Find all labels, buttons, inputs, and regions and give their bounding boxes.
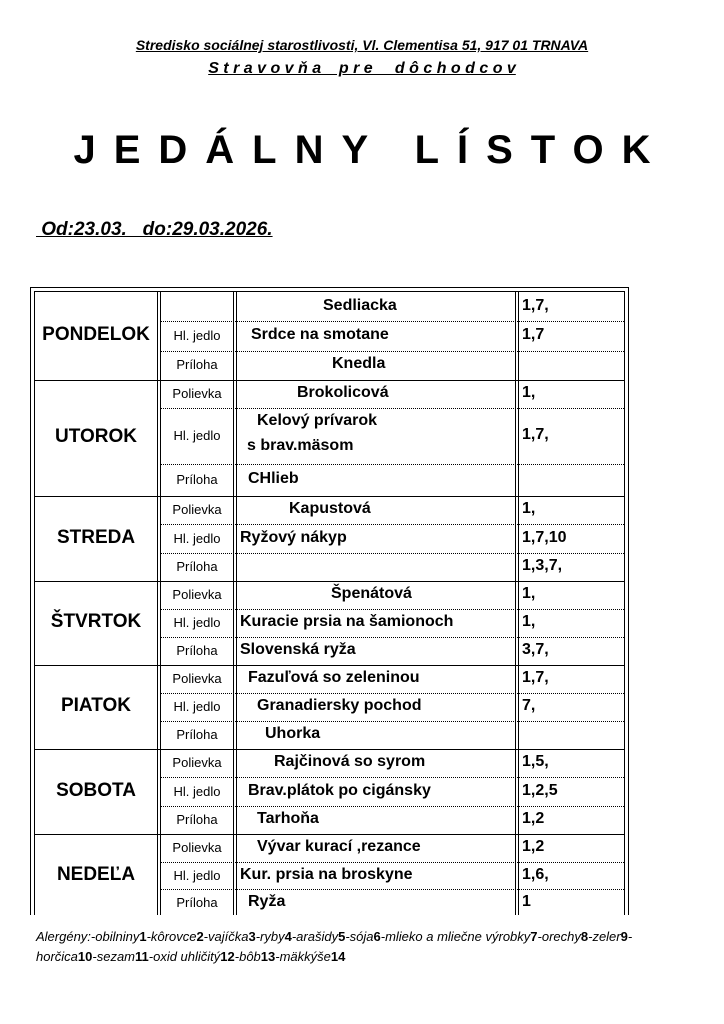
allergens-legend	[36, 927, 666, 967]
day-name: SOBOTA	[56, 779, 136, 801]
allergen-codes: 1,7,	[522, 669, 549, 686]
dish-name: Kuracie prsia na šamionoch	[240, 613, 454, 630]
row-label: Hl. jedlo	[173, 530, 221, 546]
allergen-name: -orechy	[537, 929, 581, 944]
allergen-number: 10	[77, 949, 93, 964]
row-label: Príloha	[176, 472, 218, 487]
allergen-codes: 3,7,	[522, 641, 549, 658]
allergen-number: 5	[338, 929, 346, 944]
allergen-name: -vajíčka	[203, 929, 249, 944]
day-name: UTOROK	[55, 426, 137, 447]
allergen-codes: 1,	[522, 585, 536, 602]
dish-name: Kur. prsia na broskyne	[240, 865, 413, 883]
row-divider	[161, 806, 624, 807]
day-divider	[35, 581, 624, 582]
allergen-codes: 1,7	[522, 326, 545, 343]
allergen-codes: 1,	[522, 613, 536, 630]
row-label: Polievka	[172, 502, 222, 518]
allergen-name: -bôb	[234, 949, 261, 964]
row-divider	[161, 408, 624, 409]
allergen-name: -oxid uhličitý	[148, 949, 221, 964]
dish-name-line2: s brav.mäsom	[247, 437, 354, 454]
day-name: NEDEĽA	[56, 863, 136, 885]
institution-header: Stredisko sociálnej starostlivosti, Vl. Clementisa 51, 917 01 TRNAVA	[135, 37, 589, 53]
dish-name: Vývar kurací ,rezance	[257, 837, 421, 855]
allergen-name: -kôrovce	[146, 929, 197, 944]
allergen-name: Alergény:-obilniny	[36, 929, 140, 944]
dish-name: Ryžový nákyp	[240, 528, 347, 546]
row-label: Hl. jedlo	[173, 699, 221, 714]
allergen-name: -mlieko a mliečne výrobky	[380, 929, 531, 944]
dish-name: Fazuľová so zeleninou	[248, 669, 420, 686]
allergen-name: -mäkkýše	[275, 949, 331, 964]
allergen-codes: 1,2	[522, 809, 545, 827]
dish-name: Slovenská ryža	[240, 641, 356, 658]
row-divider	[161, 351, 624, 352]
menu-table	[30, 287, 629, 915]
row-label: Príloha	[176, 727, 218, 742]
allergen-name: -sezam	[92, 949, 136, 964]
allergen-name: -ryby	[255, 929, 285, 944]
day-name: PIATOK	[60, 695, 132, 716]
allergen-number: 1	[139, 929, 147, 944]
allergen-codes: 1,6,	[522, 865, 549, 883]
dish-name: Kapustová	[289, 500, 371, 518]
page-title: JEDÁLNY LÍSTOK	[73, 128, 669, 172]
dish-name: Rajčinová so syrom	[274, 753, 426, 771]
dish-name: Uhorka	[265, 725, 321, 742]
allergen-name: -zeler	[588, 929, 621, 944]
row-label: Hl. jedlo	[173, 328, 221, 343]
allergen-name: -horčica	[36, 929, 633, 964]
row-label: Hl. jedlo	[173, 867, 221, 883]
dish-name: Sedliacka	[323, 296, 397, 314]
row-label: Príloha	[176, 643, 218, 658]
day-divider	[35, 496, 624, 497]
row-label: Hl. jedlo	[173, 615, 221, 630]
row-divider	[161, 524, 624, 525]
allergen-number: 7	[530, 929, 538, 944]
dish-name: Ryža	[248, 893, 286, 911]
row-label: Príloha	[176, 895, 218, 911]
day-name: ŠTVRTOK	[50, 611, 142, 632]
row-divider	[161, 693, 624, 694]
day-divider	[35, 380, 624, 381]
row-label: Polievka	[172, 671, 222, 686]
row-label: Príloha	[176, 811, 218, 827]
allergen-codes: 1,7,	[522, 296, 549, 314]
row-divider	[161, 862, 624, 863]
allergen-number: 3	[248, 929, 256, 944]
row-divider	[161, 721, 624, 722]
dish-name: Brav.plátok po cigánsky	[248, 781, 431, 799]
column-divider	[515, 292, 519, 915]
allergen-number: 13	[260, 949, 276, 964]
allergen-codes: 7,	[522, 697, 536, 714]
row-divider	[161, 321, 624, 322]
row-label: Príloha	[176, 558, 218, 574]
allergen-number: 4	[284, 929, 292, 944]
allergen-codes: 1,	[522, 500, 536, 518]
dish-name: Kelový prívarok	[257, 412, 378, 429]
day-divider	[35, 749, 624, 750]
row-divider	[161, 609, 624, 610]
dish-name: Knedla	[332, 355, 386, 373]
row-label: Polievka	[172, 755, 222, 771]
row-divider	[161, 553, 624, 554]
dish-name: Brokolicová	[297, 384, 389, 401]
dish-name: Špenátová	[331, 585, 412, 602]
day-name: STREDA	[56, 526, 136, 548]
day-name: PONDELOK	[42, 324, 150, 345]
row-label: Príloha	[176, 357, 218, 373]
row-divider	[161, 464, 624, 465]
allergen-number: 6	[373, 929, 381, 944]
row-label: Polievka	[172, 587, 222, 602]
dish-name: Granadiersky pochod	[257, 697, 422, 714]
row-divider	[161, 637, 624, 638]
allergen-codes: 1,2,5	[522, 781, 558, 799]
row-divider	[161, 889, 624, 890]
date-range: Od:23.03. do:29.03.2026.	[36, 219, 273, 240]
allergen-codes: 1,5,	[522, 753, 549, 771]
allergen-number: 12	[220, 949, 235, 964]
day-divider	[35, 834, 624, 835]
dish-name: CHlieb	[248, 470, 299, 487]
row-label: Polievka	[172, 839, 222, 855]
allergen-number: 14	[330, 949, 346, 964]
dish-name: Tarhoňa	[257, 809, 319, 827]
allergen-codes: 1,2	[522, 837, 545, 855]
allergen-codes: 1	[522, 893, 531, 911]
allergen-number: 8	[580, 929, 589, 944]
menu-table-inner	[34, 291, 625, 915]
allergen-name: -arašidy	[291, 929, 339, 944]
allergen-number: 11	[135, 949, 149, 964]
row-label: Polievka	[172, 386, 222, 401]
allergen-codes: 1,3,7,	[522, 556, 563, 574]
row-divider	[161, 777, 624, 778]
canteen-subtitle: S t r a v o v ň a p r e d ô c h o d c o v	[208, 60, 516, 77]
allergen-number: 2	[196, 929, 204, 944]
row-label: Hl. jedlo	[173, 783, 221, 799]
allergen-codes: 1,7,	[522, 426, 549, 443]
allergen-number: 9	[620, 929, 628, 944]
day-divider	[35, 665, 624, 666]
dish-name: Srdce na smotane	[251, 326, 389, 343]
row-label: Hl. jedlo	[173, 428, 221, 443]
allergen-codes: 1,	[522, 384, 536, 401]
allergen-name: -sója	[345, 929, 374, 944]
allergen-codes: 1,7,10	[522, 528, 567, 546]
